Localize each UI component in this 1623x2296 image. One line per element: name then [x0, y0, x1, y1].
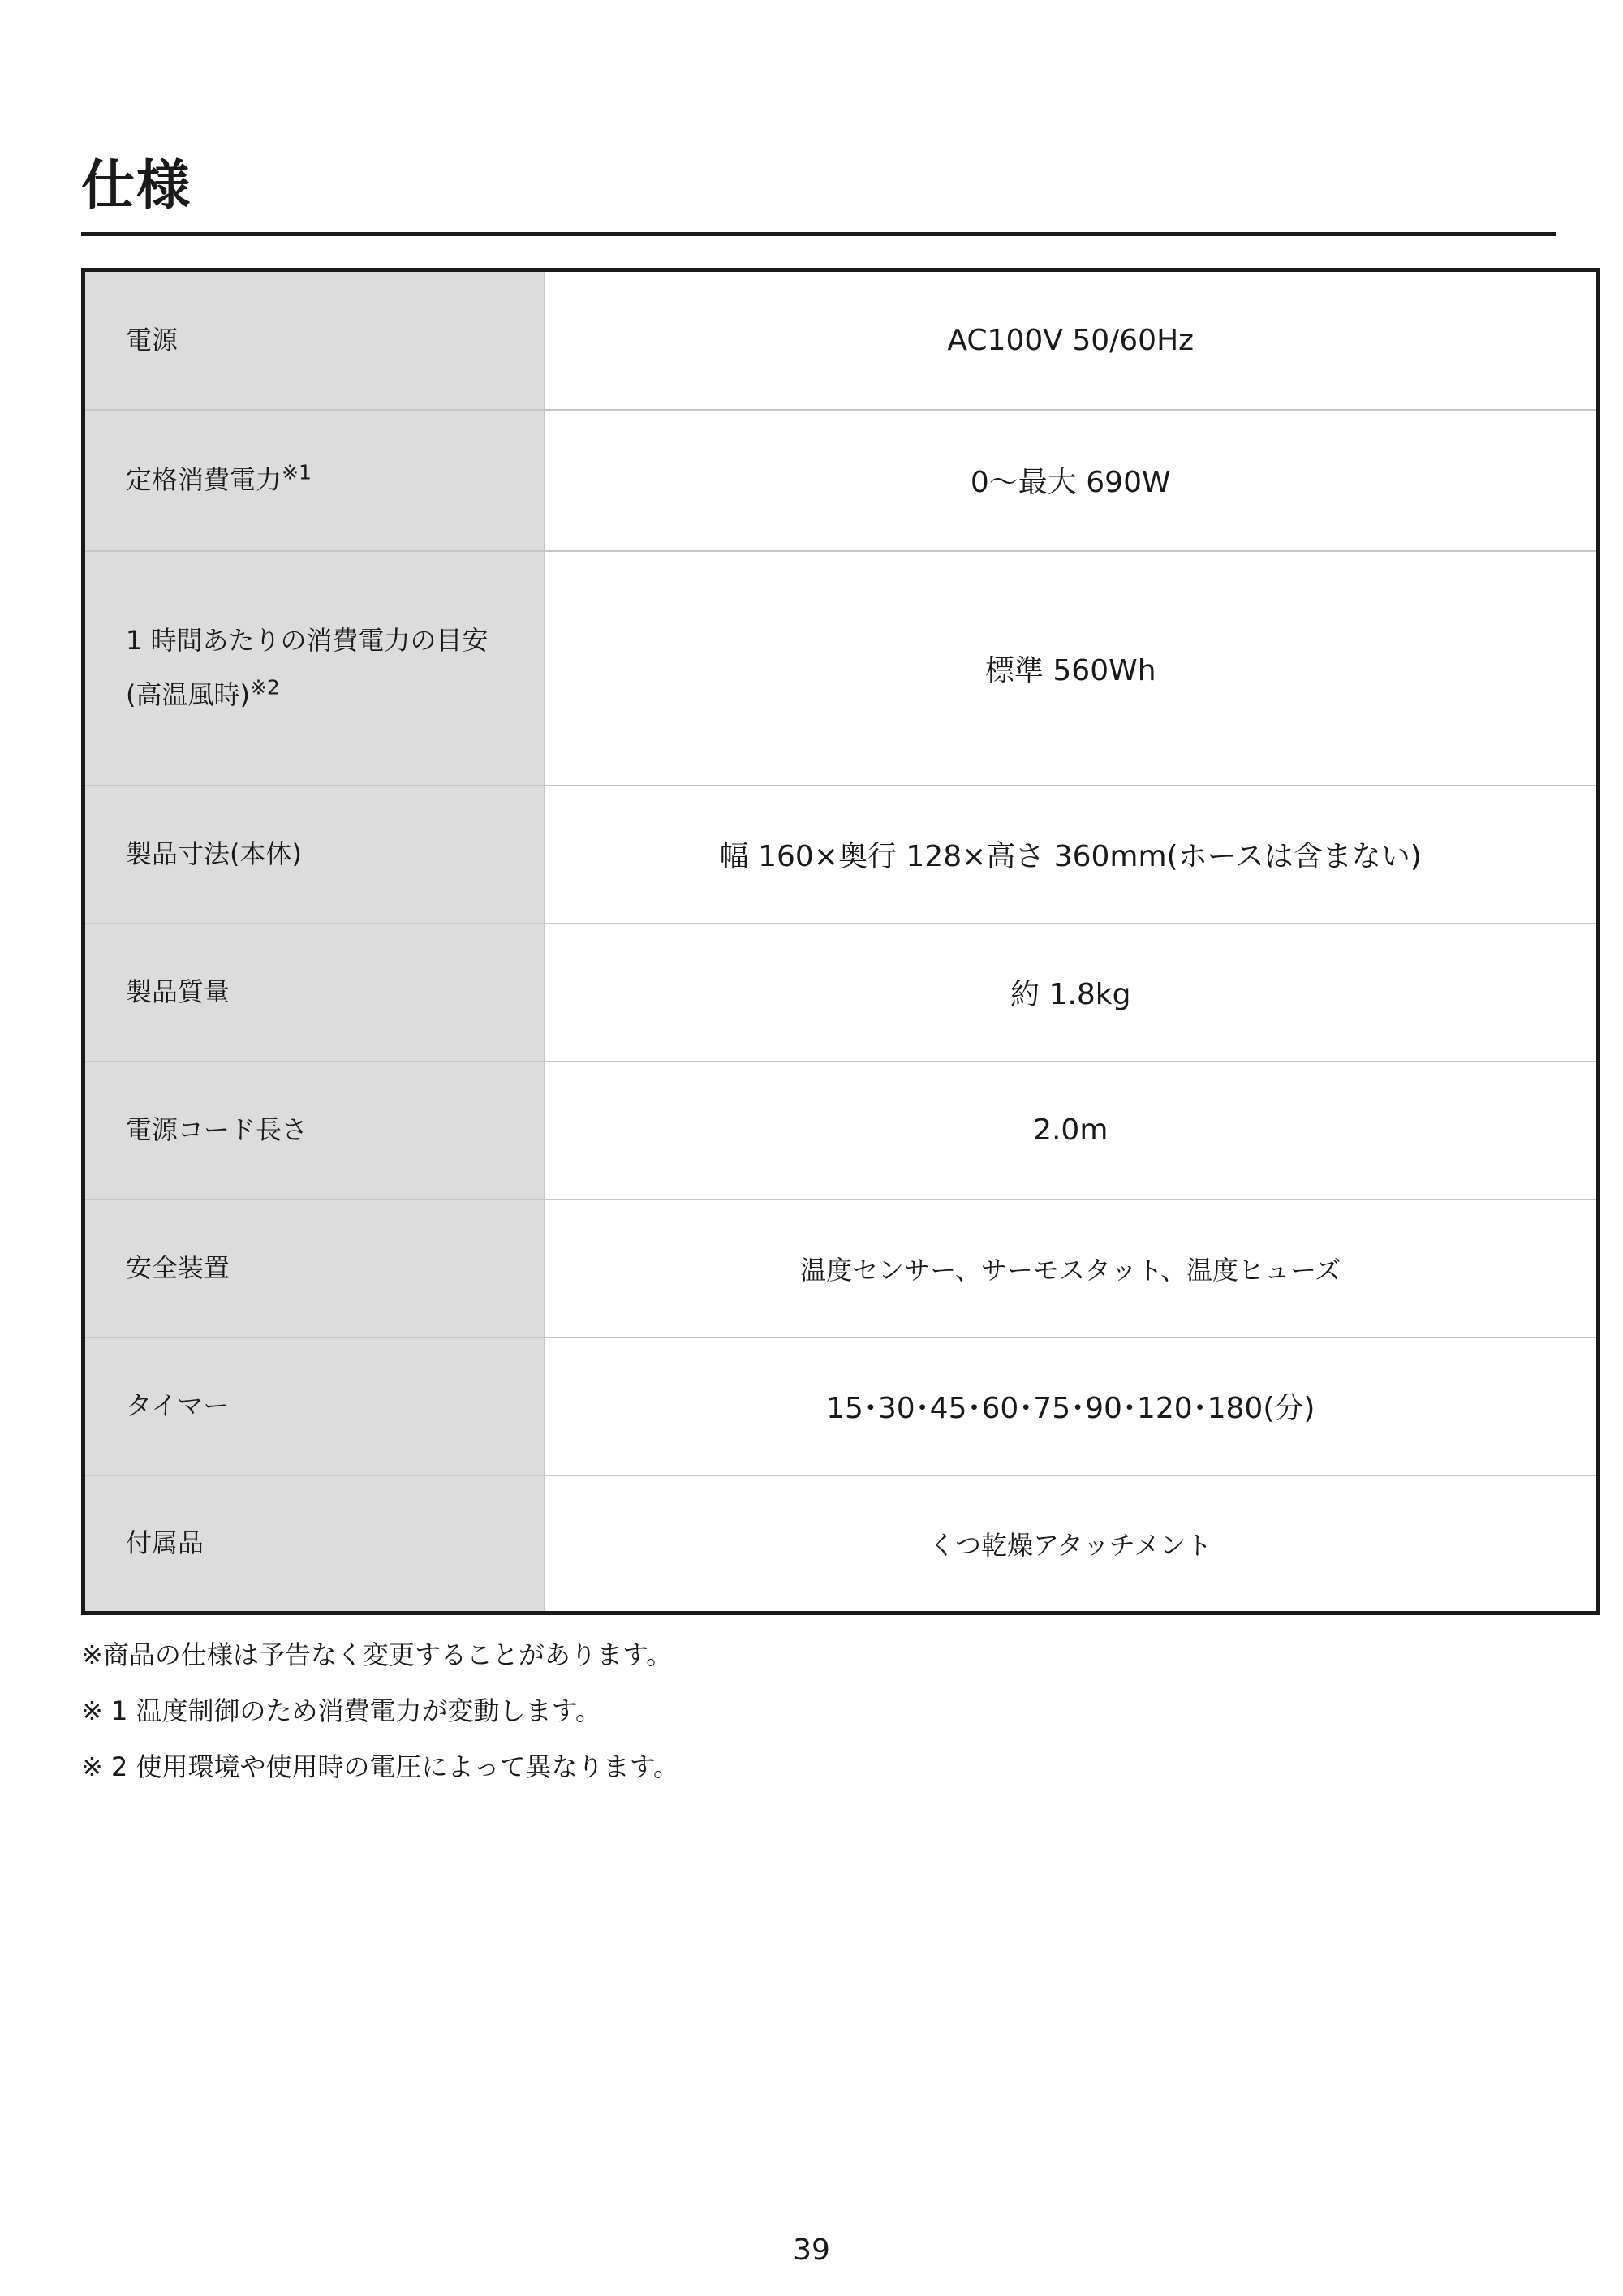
spec-row-safety-devices	[84, 1200, 1599, 1338]
spec-value: 約 1.8kg	[545, 924, 1599, 1062]
spec-value: 0〜最大 690W	[545, 410, 1599, 551]
footnotes	[81, 1635, 679, 1803]
spec-value: AC100V 50/60Hz	[545, 270, 1599, 410]
spec-label: 製品質量	[84, 924, 545, 1062]
footnote-2: ※ 2 使用環境や使用時の電圧によって異なります。	[81, 1751, 679, 1782]
spec-value: 15･30･45･60･75･90･120･180(分)	[545, 1338, 1599, 1475]
footnote-1: ※ 1 温度制御のため消費電力が変動します。	[81, 1695, 601, 1726]
footnote-marker: ※1	[282, 460, 312, 485]
spec-row-timer	[84, 1338, 1599, 1475]
footnote-general: ※商品の仕様は予告なく変更することがあります。	[81, 1639, 673, 1670]
spec-value: 2.0m	[545, 1062, 1599, 1200]
spec-label: 電源コード長さ	[84, 1062, 545, 1200]
page-number: 39	[793, 2234, 830, 2267]
spec-row-hourly-consumption	[84, 551, 1599, 786]
spec-label: 付属品	[84, 1475, 545, 1613]
spec-row-accessories	[84, 1475, 1599, 1613]
spec-label: 安全装置	[84, 1200, 545, 1338]
spec-row-dimensions	[84, 786, 1599, 924]
spec-label: 1 時間あたりの消費電力の目安 (高温風時)$^{※2}$	[84, 551, 545, 786]
spec-row-cord-length	[84, 1062, 1599, 1200]
spec-table	[81, 268, 1600, 1615]
spec-label: 製品寸法(本体)	[84, 786, 545, 924]
spec-value: 標準 560Wh	[545, 551, 1599, 786]
spec-label: タイマー	[84, 1338, 545, 1475]
footnote-marker: ※2	[249, 675, 280, 700]
spec-value: くつ乾燥アタッチメント	[545, 1475, 1599, 1613]
spec-row-power-source	[84, 270, 1599, 410]
page-title: 仕様	[81, 154, 192, 217]
spec-label: 電源	[84, 270, 545, 410]
spec-label: 定格消費電力$^{※1}$	[84, 410, 545, 551]
spec-row-weight	[84, 924, 1599, 1062]
title-divider	[81, 232, 1556, 236]
spec-value: 温度センサー、サーモスタット、温度ヒューズ	[545, 1200, 1599, 1338]
spec-value: 幅 160×奥行 128×高さ 360mm(ホースは含まない)	[545, 786, 1599, 924]
spec-row-rated-power	[84, 410, 1599, 551]
